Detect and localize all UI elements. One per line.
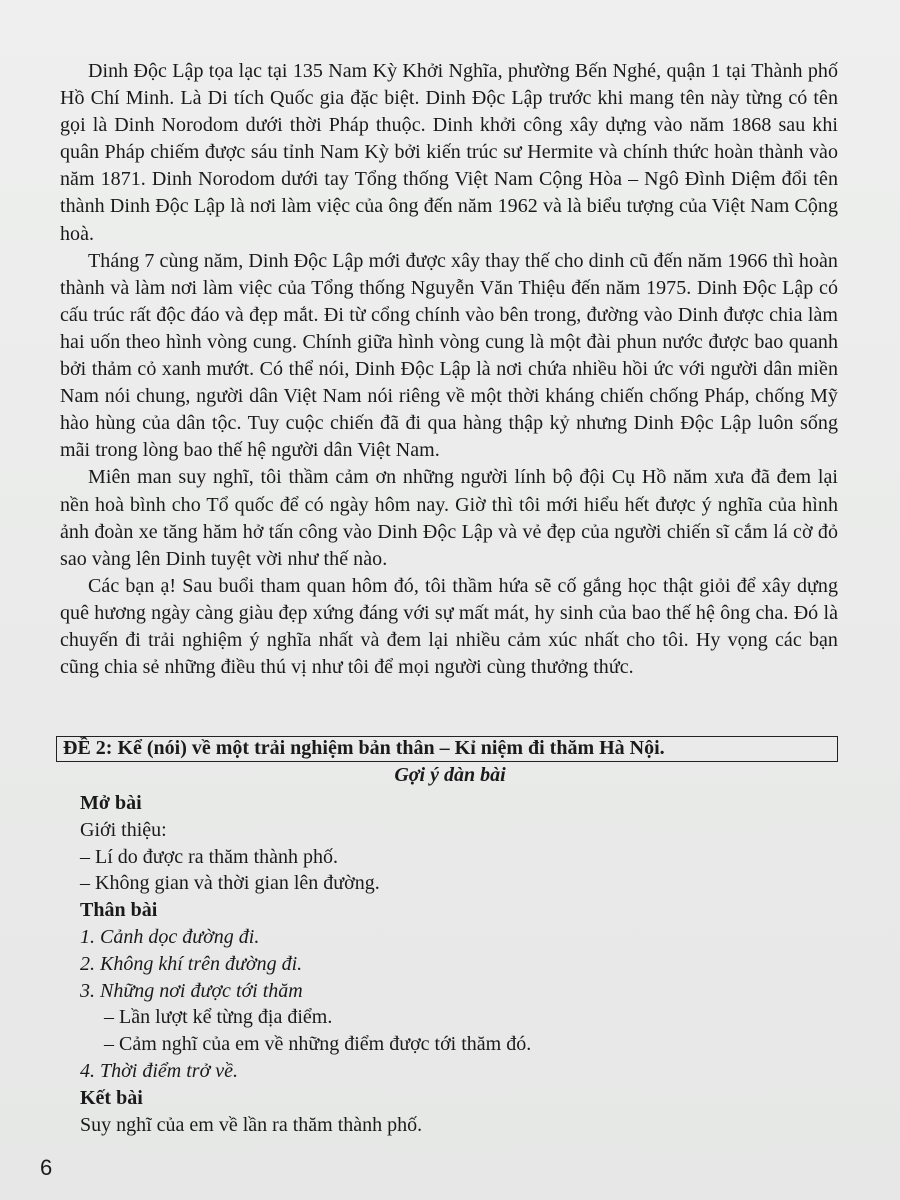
section-heading: ĐỀ 2: Kể (nói) về một trải nghiệm bản thân – Kỉ niệm đi thăm Hà Nội. (56, 736, 838, 762)
conclusion-title: Kết bài (80, 1086, 143, 1109)
intro-item: – Không gian và thời gian lên đường. (80, 872, 380, 895)
essay-body (60, 58, 838, 681)
paragraph-4: Các bạn ạ! Sau buổi tham quan hôm đó, tôi thầm hứa sẽ cố gắng học thật giỏi để xây dựng quê hương ngày càng giàu đẹp xứng đáng với sự mất mát, hy sinh của bao thế hệ ông cha. Đó là chuyến đi trải nghiệm ý nghĩa nhất và đem lại nhiều cảm xúc nhất cho tôi. Hy vọng các bạn cũng chia sẻ những điều thú vị như tôi để mọi người cùng thưởng thức. (60, 574, 838, 679)
body-item: 1. Cảnh dọc đường đi. (80, 925, 260, 948)
intro-item: – Lí do được ra thăm thành phố. (80, 845, 339, 868)
body-title: Thân bài (80, 899, 158, 922)
paragraph-1: Dinh Độc Lập tọa lạc tại 135 Nam Kỳ Khởi Nghĩa, phường Bến Nghé, quận 1 tại Thành phố Hồ Chí Minh. Là Di tích Quốc gia đặc biệt. Dinh Độc Lập trước khi mang tên này từng có tên gọi là Dinh Norodom dưới thời Pháp thuộc. Dinh khởi công xây dựng vào năm 1868 sau khi quân Pháp chiếm được sáu tỉnh Nam Kỳ bởi kiến trúc sư Hermite và chính thức hoàn thành vào năm 1871. Dinh Norodom dưới tay Tổng thống Việt Nam Cộng Hòa – Ngô Đình Diệm đổi tên thành Dinh Độc Lập là nơi làm việc của ông đến năm 1962 và là biểu tượng của Việt Nam Cộng hoà. (60, 60, 838, 245)
body-item: 2. Không khí trên đường đi. (80, 952, 303, 975)
body-sub-item: – Cảm nghĩ của em về những điểm được tới thăm đó. (104, 1033, 532, 1056)
body-sub-item: – Lần lượt kể từng địa điểm. (104, 1006, 333, 1029)
paragraph-3: Miên man suy nghĩ, tôi thầm cảm ơn những người lính bộ đội Cụ Hồ năm xưa đã đem lại nền hoà bình cho Tổ quốc để có ngày hôm nay. Giờ thì tôi mới hiểu hết được ý nghĩa của hình ảnh đoàn xe tăng hăm hở tấn công vào Dinh Độc Lập và vẻ đẹp của người chiến sĩ cắm lá cờ đỏ sao vàng lên Dinh tuyệt vời như thế nào. (60, 466, 838, 570)
page-number: 6 (40, 1155, 53, 1180)
body-item: 4. Thời điểm trở về. (80, 1059, 238, 1082)
conclusion-text: Suy nghĩ của em về lần ra thăm thành phố. (80, 1113, 423, 1136)
outline-hint-title: Gợi ý dàn bài (394, 764, 506, 786)
paragraph-2: Tháng 7 cùng năm, Dinh Độc Lập mới được xây thay thế cho dinh cũ đến năm 1966 thì hoàn thành và làm nơi làm việc của Tổng thống Nguyễn Văn Thiệu đến năm 1975. Dinh Độc Lập có cấu trúc rất độc đáo và đẹp mắt. Đi từ cổng chính vào bên trong, đường vào Dinh được chia làm hai uốn theo hình vòng cung. Chính giữa hình vòng cung là một đài phun nước được bao quanh bởi thảm cỏ xanh mướt. Có thể nói, Dinh Độc Lập là nơi chứa nhiều hồi ức với người dân miền Nam nói chung, người dân Việt Nam nói riêng về một thời kháng chiến chống Pháp, chống Mỹ hào hùng của dân tộc. Tuy cuộc chiến đã đi qua hàng thập kỷ nhưng Dinh Độc Lập luôn sống mãi trong lòng bao thế hệ người dân Việt Nam. (60, 249, 838, 462)
intro-lead: Giới thiệu: (80, 818, 167, 841)
body-item: 3. Những nơi được tới thăm (80, 979, 303, 1002)
essay-outline (80, 790, 800, 1138)
intro-title: Mở bài (80, 792, 142, 814)
